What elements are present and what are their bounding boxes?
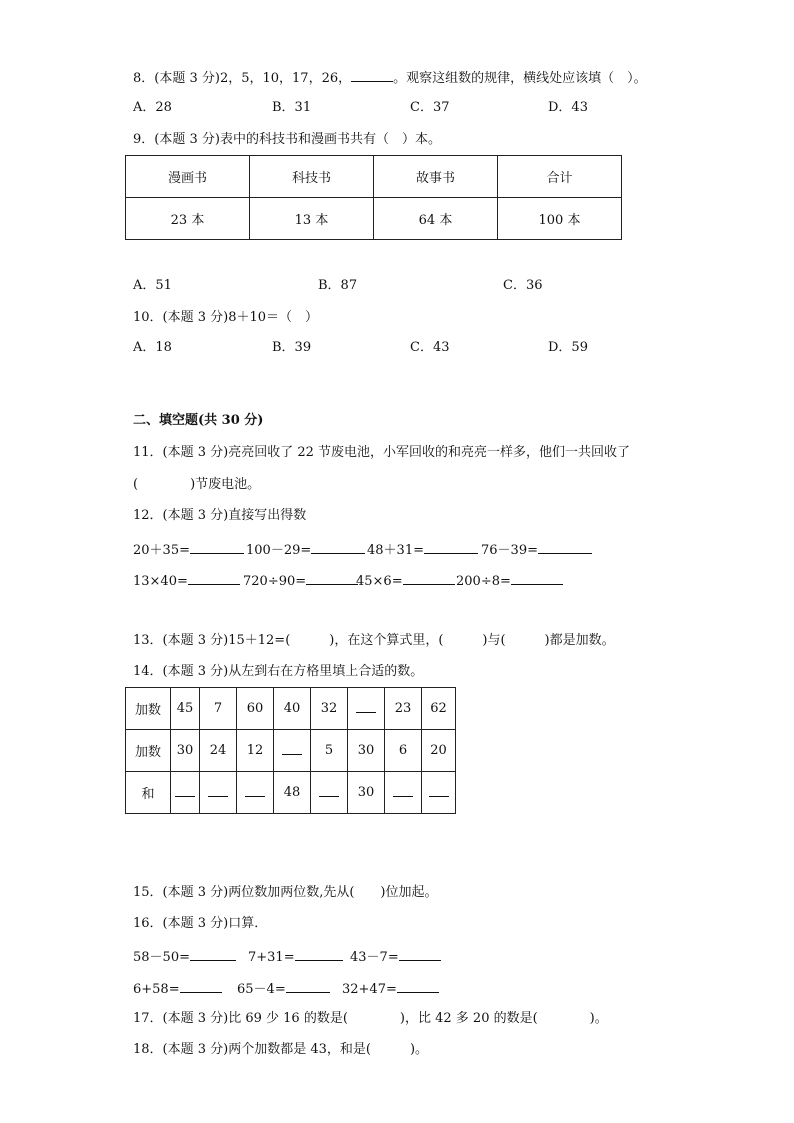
book-table bbox=[125, 155, 622, 240]
section-heading: 二、填空题(共 30 分) bbox=[133, 413, 264, 428]
grid-cell: 30 bbox=[171, 730, 200, 772]
question-11-line1: 11．(本题 3 分)亮亮回收了 22 节废电池，小军回收的和亮亮一样多，他们一共回收了 bbox=[133, 445, 631, 460]
question-8 bbox=[133, 67, 647, 88]
answer-blank[interactable] bbox=[511, 570, 563, 585]
answer-blank[interactable] bbox=[403, 570, 455, 585]
question-10-stem: 10．(本题 3 分)8＋10＝（ ） bbox=[133, 310, 319, 325]
table-cell: 23 本 bbox=[126, 198, 250, 240]
answer-blank[interactable] bbox=[208, 784, 228, 797]
answer-blank[interactable] bbox=[295, 946, 343, 961]
table-header-cell: 漫画书 bbox=[126, 156, 250, 198]
question-16-stem: 16．(本题 3 分)口算． bbox=[133, 916, 268, 931]
grid-cell: 20 bbox=[422, 730, 456, 772]
grid-blank-cell[interactable] bbox=[274, 730, 311, 772]
grid-blank-cell[interactable] bbox=[237, 772, 274, 814]
answer-blank[interactable] bbox=[424, 539, 478, 554]
answer-blank[interactable] bbox=[175, 784, 195, 797]
calc-item: 6+58= bbox=[133, 978, 222, 999]
calc-item: 48＋31= bbox=[367, 539, 478, 560]
grid-cell: 48 bbox=[274, 772, 311, 814]
grid-cell: 24 bbox=[200, 730, 237, 772]
q10-option-b[interactable]: B．39 bbox=[272, 340, 312, 355]
answer-blank[interactable] bbox=[190, 946, 236, 961]
answer-blank[interactable] bbox=[397, 978, 439, 993]
calc-item: 200÷8= bbox=[456, 570, 563, 591]
question-11-line2: ( )节废电池。 bbox=[133, 477, 261, 492]
answer-blank[interactable] bbox=[282, 742, 302, 755]
calc-item: 65－4= bbox=[237, 978, 330, 999]
question-14-stem: 14．(本题 3 分)从左到右在方格里填上合适的数。 bbox=[133, 664, 424, 679]
q10-option-d[interactable]: D．59 bbox=[548, 340, 588, 355]
answer-blank[interactable] bbox=[538, 539, 592, 554]
table-cell: 100 本 bbox=[498, 198, 622, 240]
table-header-cell: 科技书 bbox=[250, 156, 374, 198]
q10-option-c[interactable]: C．43 bbox=[410, 340, 450, 355]
grid-cell: 30 bbox=[348, 730, 385, 772]
q8-option-c[interactable]: C．37 bbox=[410, 100, 450, 115]
table-row bbox=[126, 772, 456, 814]
grid-blank-cell[interactable] bbox=[200, 772, 237, 814]
grid-cell: 62 bbox=[422, 688, 456, 730]
answer-blank[interactable] bbox=[351, 67, 393, 82]
answer-blank[interactable] bbox=[245, 784, 265, 797]
question-8-stem: 8．(本题 3 分)2，5，10，17，26， bbox=[133, 71, 352, 86]
q9-option-c[interactable]: C．36 bbox=[503, 278, 543, 293]
table-header-cell: 故事书 bbox=[374, 156, 498, 198]
answer-blank[interactable] bbox=[356, 700, 376, 713]
grid-blank-cell[interactable] bbox=[171, 772, 200, 814]
addition-grid bbox=[125, 687, 456, 814]
grid-cell: 40 bbox=[274, 688, 311, 730]
grid-cell: 7 bbox=[200, 688, 237, 730]
grid-blank-cell[interactable] bbox=[348, 688, 385, 730]
grid-cell: 23 bbox=[385, 688, 422, 730]
grid-blank-cell[interactable] bbox=[311, 772, 348, 814]
answer-blank[interactable] bbox=[393, 784, 413, 797]
table-cell: 64 本 bbox=[374, 198, 498, 240]
table-header-cell: 合计 bbox=[498, 156, 622, 198]
question-8-tail: 。观察这组数的规律，横线处应该填（ ）。 bbox=[393, 71, 647, 86]
question-18-stem: 18．(本题 3 分)两个加数都是 43，和是( )。 bbox=[133, 1042, 429, 1057]
calc-item: 720÷90= bbox=[243, 570, 358, 591]
calc-item: 13×40= bbox=[133, 570, 240, 591]
grid-blank-cell[interactable] bbox=[422, 772, 456, 814]
table-row bbox=[126, 730, 456, 772]
calc-item: 58－50= bbox=[133, 946, 236, 967]
calc-item: 43－7= bbox=[350, 946, 441, 967]
grid-cell: 30 bbox=[348, 772, 385, 814]
question-17-stem: 17．(本题 3 分)比 69 少 16 的数是( )，比 42 多 20 的数是( )。 bbox=[133, 1011, 608, 1026]
q8-option-b[interactable]: B．31 bbox=[272, 100, 312, 115]
answer-blank[interactable] bbox=[286, 978, 330, 993]
answer-blank[interactable] bbox=[399, 946, 441, 961]
answer-blank[interactable] bbox=[180, 978, 222, 993]
table-row bbox=[126, 688, 456, 730]
grid-cell: 5 bbox=[311, 730, 348, 772]
calc-item: 32+47= bbox=[342, 978, 439, 999]
table-row bbox=[126, 198, 622, 240]
row-label: 和 bbox=[126, 772, 171, 814]
question-15-stem: 15．(本题 3 分)两位数加两位数,先从( )位加起。 bbox=[133, 885, 438, 900]
answer-blank[interactable] bbox=[311, 539, 365, 554]
grid-cell: 32 bbox=[311, 688, 348, 730]
row-label: 加数 bbox=[126, 688, 171, 730]
q10-option-a[interactable]: A．18 bbox=[133, 340, 172, 355]
q9-option-a[interactable]: A．51 bbox=[133, 278, 172, 293]
grid-cell: 60 bbox=[237, 688, 274, 730]
answer-blank[interactable] bbox=[190, 539, 244, 554]
calc-item: 76－39= bbox=[481, 539, 592, 560]
q8-option-d[interactable]: D．43 bbox=[548, 100, 588, 115]
answer-blank[interactable] bbox=[429, 784, 449, 797]
question-9-stem: 9．(本题 3 分)表中的科技书和漫画书共有（ ）本。 bbox=[133, 132, 441, 147]
table-cell: 13 本 bbox=[250, 198, 374, 240]
question-12-stem: 12．(本题 3 分)直接写出得数 bbox=[133, 508, 307, 523]
answer-blank[interactable] bbox=[319, 784, 339, 797]
table-row bbox=[126, 156, 622, 198]
q8-option-a[interactable]: A．28 bbox=[133, 100, 172, 115]
grid-cell: 45 bbox=[171, 688, 200, 730]
calc-item: 100－29= bbox=[246, 539, 365, 560]
calc-item: 7+31= bbox=[248, 946, 343, 967]
answer-blank[interactable] bbox=[188, 570, 240, 585]
row-label: 加数 bbox=[126, 730, 171, 772]
grid-cell: 6 bbox=[385, 730, 422, 772]
answer-blank[interactable] bbox=[306, 570, 358, 585]
q9-option-b[interactable]: B．87 bbox=[318, 278, 358, 293]
calc-item: 20＋35= bbox=[133, 539, 244, 560]
question-13-stem: 13．(本题 3 分)15＋12=( )，在这个算式里，( )与( )都是加数。 bbox=[133, 633, 615, 648]
calc-item: 45×6= bbox=[356, 570, 455, 591]
grid-cell: 12 bbox=[237, 730, 274, 772]
grid-blank-cell[interactable] bbox=[385, 772, 422, 814]
